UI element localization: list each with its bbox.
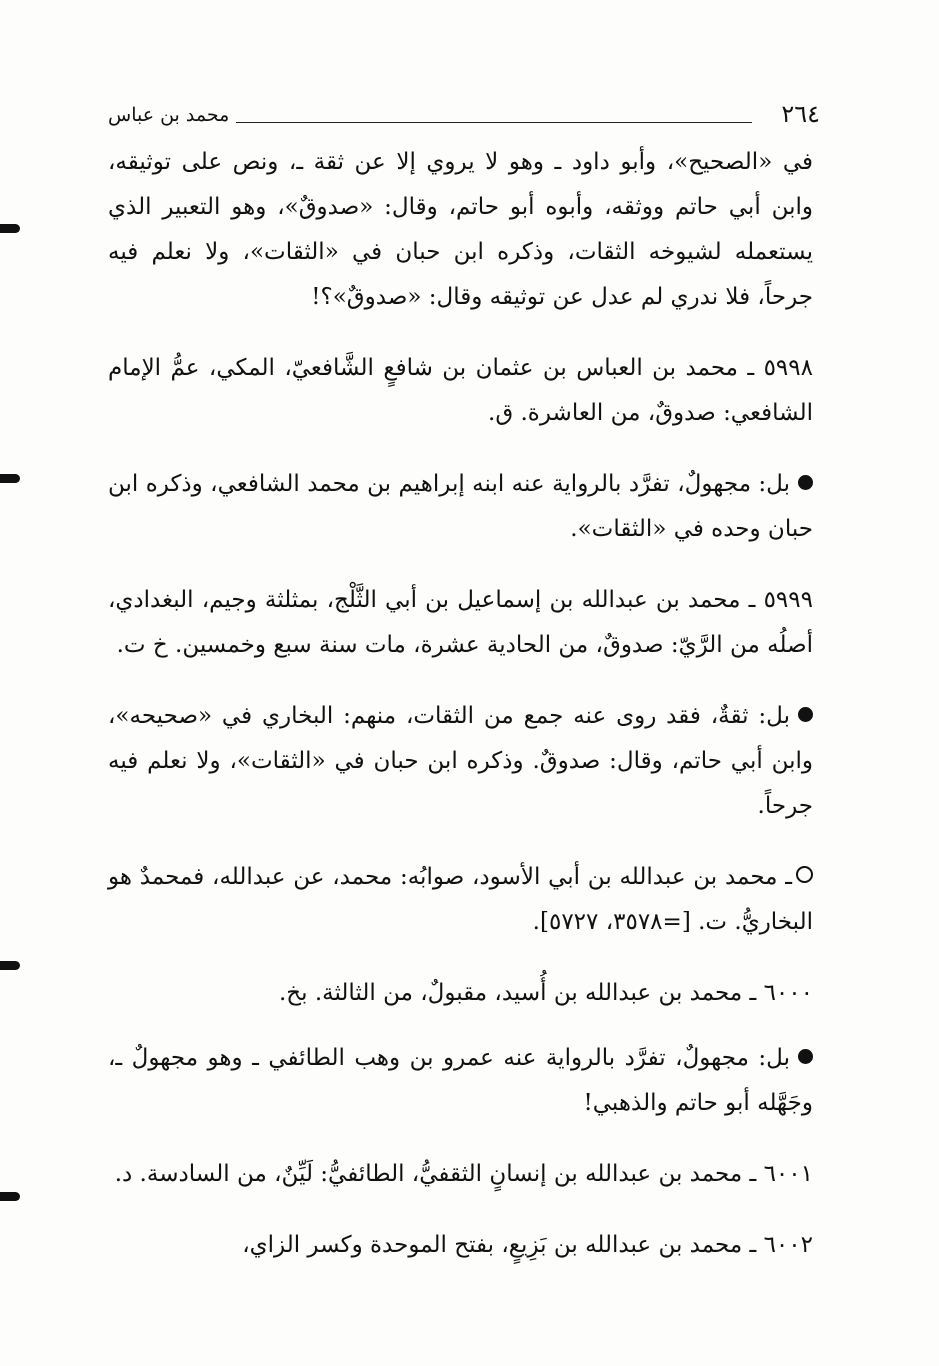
- entry-text: ٦٠٠٢ ـ محمد بن عبدالله بن بَزِيعٍ، بفتح الموحدة وكسر الزاي،: [242, 1232, 813, 1258]
- scan-edge-mark: [0, 474, 20, 483]
- comment-text: بل: مجهولٌ، تفرَّد بالرواية عنه عمرو بن وهب الطائفي ـ وهو مجهولٌ ـ، وجَهَّله أبو حاتم والذهبي!: [108, 1045, 813, 1116]
- entry-text: ٥٩٩٩ ـ محمد بن عبدالله بن إسماعيل بن أبي الثَّلْج، بمثلثة وجيم، البغدادي، أصلُه من الرَّيّ: صدوقٌ، من الحادية عشرة، مات سنة سبع وخمسين. خ ت.: [108, 587, 813, 658]
- hollow-circle-icon: [796, 866, 813, 883]
- scan-edge-mark: [0, 961, 20, 970]
- page-header: [108, 100, 820, 134]
- filled-bullet-icon: [798, 707, 813, 722]
- entry-5998: [108, 346, 813, 436]
- entry-text: ٦٠٠١ ـ محمد بن عبدالله بن إنسانٍ الثقفيُّ، الطائفيُّ: لَيِّنٌ، من السادسة. د.: [114, 1161, 813, 1187]
- filled-bullet-icon: [798, 475, 813, 490]
- entry-6002: [108, 1223, 813, 1268]
- paragraph-continuation: [108, 140, 813, 320]
- entry-6000: [108, 971, 813, 1016]
- entry-text: ٦٠٠٠ ـ محمد بن عبدالله بن أُسيد، مقبولٌ، من الثالثة. بخ.: [278, 980, 813, 1006]
- scan-edge-mark: [0, 224, 20, 233]
- paragraph-text: في «الصحيح»، وأبو داود ـ وهو لا يروي إلا عن ثقة ـ، ونص على توثيقه، وابن أبي حاتم ووثقه، وأبوه أبو حاتم، وقال: «صدوقٌ»، وهو التعبير الذي يستعمله لشيوخه الثقات، وذكره ابن حبان في «الثقات»، ولا نعلم فيه جرحاً، فلا ندري لم عدل عن توثيقه وقال: «صدوقٌ»؟!: [108, 149, 813, 310]
- comment-6000: [108, 1036, 813, 1126]
- header-rule: [236, 122, 752, 123]
- page-number: ٢٦٤: [781, 100, 820, 128]
- entry-6001: [108, 1152, 813, 1197]
- comment-5999: [108, 694, 813, 829]
- running-title: محمد بن عباس: [108, 104, 230, 126]
- page-body: [108, 140, 813, 1294]
- entry-5999: [108, 578, 813, 668]
- comment-text: بل: ثقةٌ، فقد روى عنه جمع من الثقات، منهم: البخاري في «صحيحه»، وابن أبي حاتم، وقال: صدوقٌ. وذكره ابن حبان في «الثقات»، ولا نعلم فيه جرحاً.: [108, 703, 813, 819]
- comment-5998: [108, 462, 813, 552]
- reference-entry: [108, 855, 813, 945]
- comment-text: بل: مجهولٌ، تفرَّد بالرواية عنه ابنه إبراهيم بن محمد الشافعي، وذكره ابن حبان وحده في «الثقات».: [108, 471, 813, 542]
- entry-text: ٥٩٩٨ ـ محمد بن العباس بن عثمان بن شافعٍ الشَّافعيّ، المكي، عمُّ الإمام الشافعي: صدوقٌ، من العاشرة. ق.: [108, 355, 813, 426]
- filled-bullet-icon: [798, 1049, 813, 1064]
- scan-edge-mark: [0, 1192, 20, 1201]
- reference-text: ـ محمد بن عبدالله بن أبي الأسود، صوابُه: محمد، عن عبدالله، فمحمدٌ هو البخاريُّ. ت. [=٣٥٧٨، ٥٧٢٧].: [108, 864, 813, 935]
